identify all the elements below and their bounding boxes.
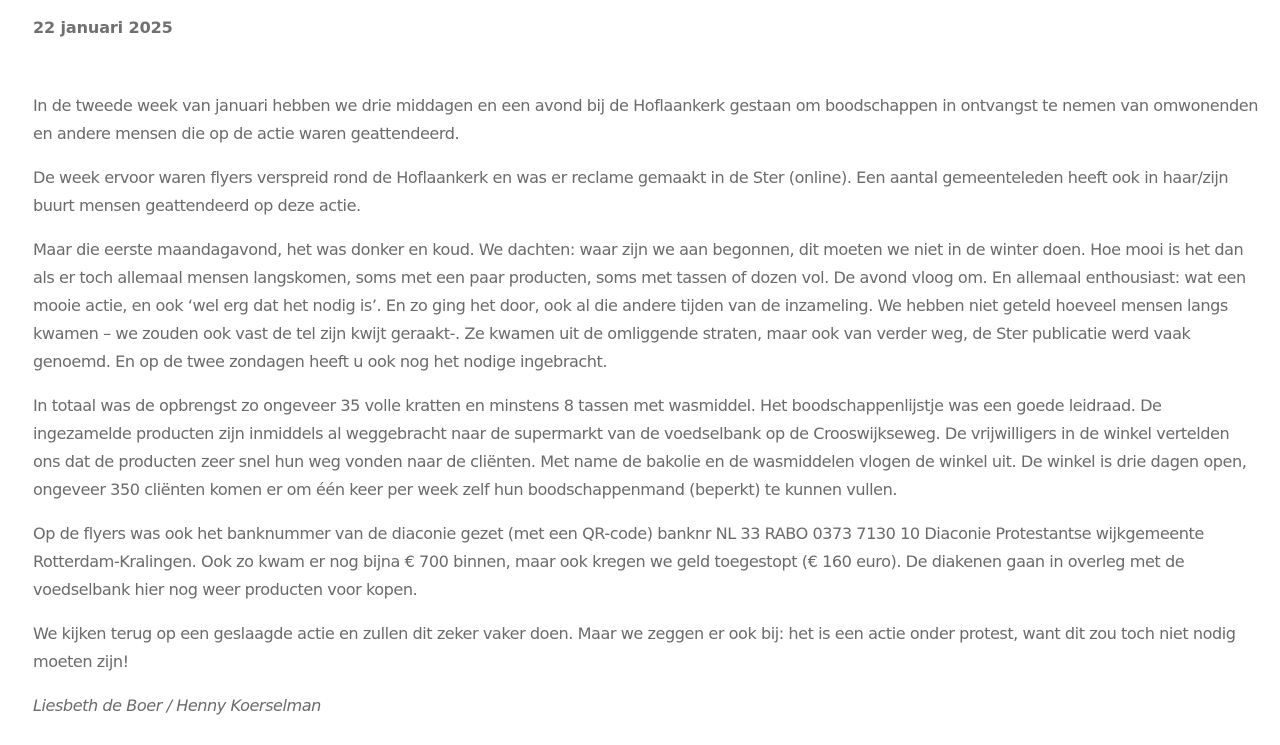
article-date: 22 januari 2025 — [33, 18, 173, 37]
article-paragraph: In totaal was de opbrengst zo ongeveer 35 volle kratten en minstens 8 tassen met wasmiddel. Het boodschappenlijstje was een goede leidraad. De ingezamelde producten zijn inmiddels al weggebracht naar de supermarkt van de voedselbank op de Crooswijkseweg. De vrijwilligers in de winkel vertelden ons dat de producten zeer snel hun weg vonden naar de cliënten. Met name de bakolie en de wasmiddelen vlogen de winkel uit. De winkel is drie dagen open, ongeveer 350 cliënten komen er om één keer per week zelf hun boodschappenmand (beperkt) te kunnen vullen. — [33, 396, 1247, 499]
article-signature: Liesbeth de Boer / Henny Koerselman — [33, 696, 321, 715]
article-paragraph: In de tweede week van januari hebben we drie middagen en een avond bij de Hoflaankerk gestaan om boodschappen in ontvangst te nemen van omwonenden en andere mensen die op de actie waren geattendeerd. — [33, 96, 1258, 143]
article-paragraph: De week ervoor waren flyers verspreid rond de Hoflaankerk en was er reclame gemaakt in de Ster (online). Een aantal gemeenteleden heeft ook in haar/zijn buurt mensen geattendeerd op deze actie. — [33, 168, 1229, 215]
article-paragraph: We kijken terug op een geslaagde actie en zullen dit zeker vaker doen. Maar we zeggen er ook bij: het is een actie onder protest, want dit zou toch niet nodig moeten zijn! — [33, 624, 1236, 671]
article — [33, 16, 1258, 720]
article-paragraph: Op de flyers was ook het banknummer van de diaconie gezet (met een QR-code) banknr NL 33 RABO 0373 7130 10 Diaconie Protestantse wijkgemeente Rotterdam-Kralingen. Ook zo kwam er nog bijna € 700 binnen, maar ook kregen we geld toegestopt (€ 160 euro). De diakenen gaan in overleg met de voedselbank hier nog weer producten voor kopen. — [33, 524, 1204, 599]
article-paragraph: Maar die eerste maandagavond, het was donker en koud. We dachten: waar zijn we aan begonnen, dit moeten we niet in de winter doen. Hoe mooi is het dan als er toch allemaal mensen langskomen, soms met een paar producten, soms met tassen of dozen vol. De avond vloog om. En allemaal enthousiast: wat een mooie actie, en ook ‘wel erg dat het nodig is’. En zo ging het door, ook al die andere tijden van de inzameling. We hebben niet geteld hoeveel mensen langs kwamen – we zouden ook vast de tel zijn kwijt geraakt-. Ze kwamen uit de omliggende straten, maar ook van verder weg, de Ster publicatie werd vaak genoemd. En op de twee zondagen heeft u ook nog het nodige ingebracht. — [33, 240, 1246, 371]
